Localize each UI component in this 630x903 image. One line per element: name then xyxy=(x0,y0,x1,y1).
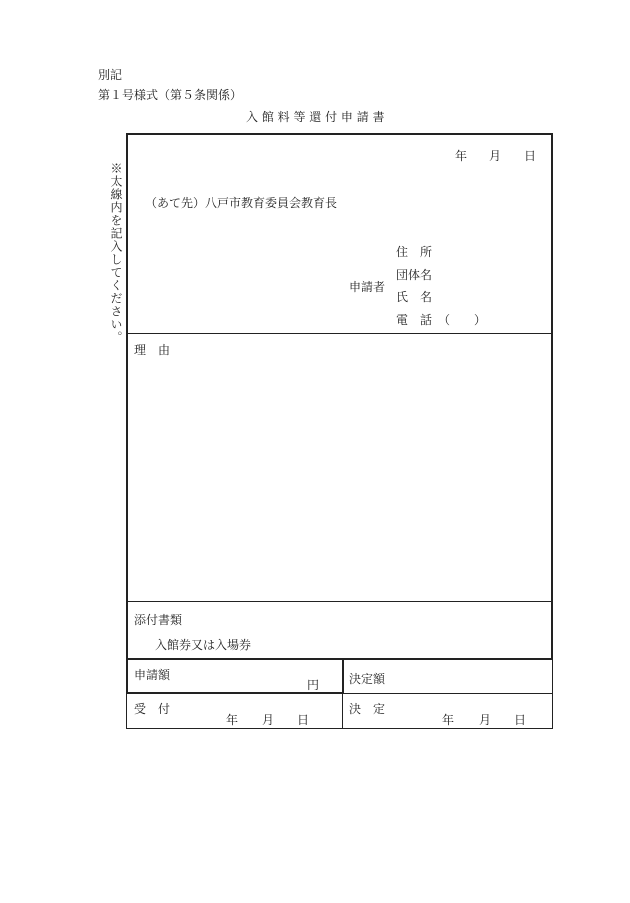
decision-year: 年 xyxy=(442,713,455,727)
receipt-day: 日 xyxy=(297,713,310,727)
name-label: 氏 名 xyxy=(396,290,433,304)
receipt-label: 受 付 xyxy=(134,702,171,716)
page-title: 入 館 料 等 還 付 申 請 書 xyxy=(246,110,385,124)
decision-label: 決 定 xyxy=(349,702,386,716)
annex-label: 別記 xyxy=(98,68,123,82)
divider-line xyxy=(127,333,552,334)
addressee: （あて先）八戸市教育委員会教育長 xyxy=(145,196,338,210)
divider-line xyxy=(126,694,127,729)
instruction-note: ※太線内を記入してください。 xyxy=(109,162,123,344)
date-year: 年 xyxy=(455,149,468,163)
reason-label: 理 由 xyxy=(134,343,171,357)
form-main-box xyxy=(126,133,553,660)
divider-line xyxy=(552,660,553,729)
divider-line xyxy=(342,694,343,729)
address-label: 住 所 xyxy=(396,245,433,259)
yen-unit: 円 xyxy=(307,678,320,692)
receipt-month: 月 xyxy=(262,713,275,727)
decision-day: 日 xyxy=(514,713,527,727)
decision-month: 月 xyxy=(479,713,492,727)
divider-line xyxy=(127,601,552,602)
form-number: 第１号様式（第５条関係） xyxy=(98,88,243,102)
phone-label: 電 話 （ ） xyxy=(396,313,487,327)
date-day: 日 xyxy=(524,149,537,163)
date-month: 月 xyxy=(489,149,502,163)
attachments-value: 入館券又は入場券 xyxy=(155,638,252,652)
divider-line xyxy=(343,693,553,694)
group-label: 団体名 xyxy=(396,268,433,282)
decided-amount-label: 決定額 xyxy=(349,672,386,686)
applicant-label: 申請者 xyxy=(349,280,386,294)
requested-amount-label: 申請額 xyxy=(134,668,171,682)
attachments-label: 添付書類 xyxy=(134,613,183,627)
receipt-year: 年 xyxy=(226,713,239,727)
divider-line xyxy=(126,728,553,729)
